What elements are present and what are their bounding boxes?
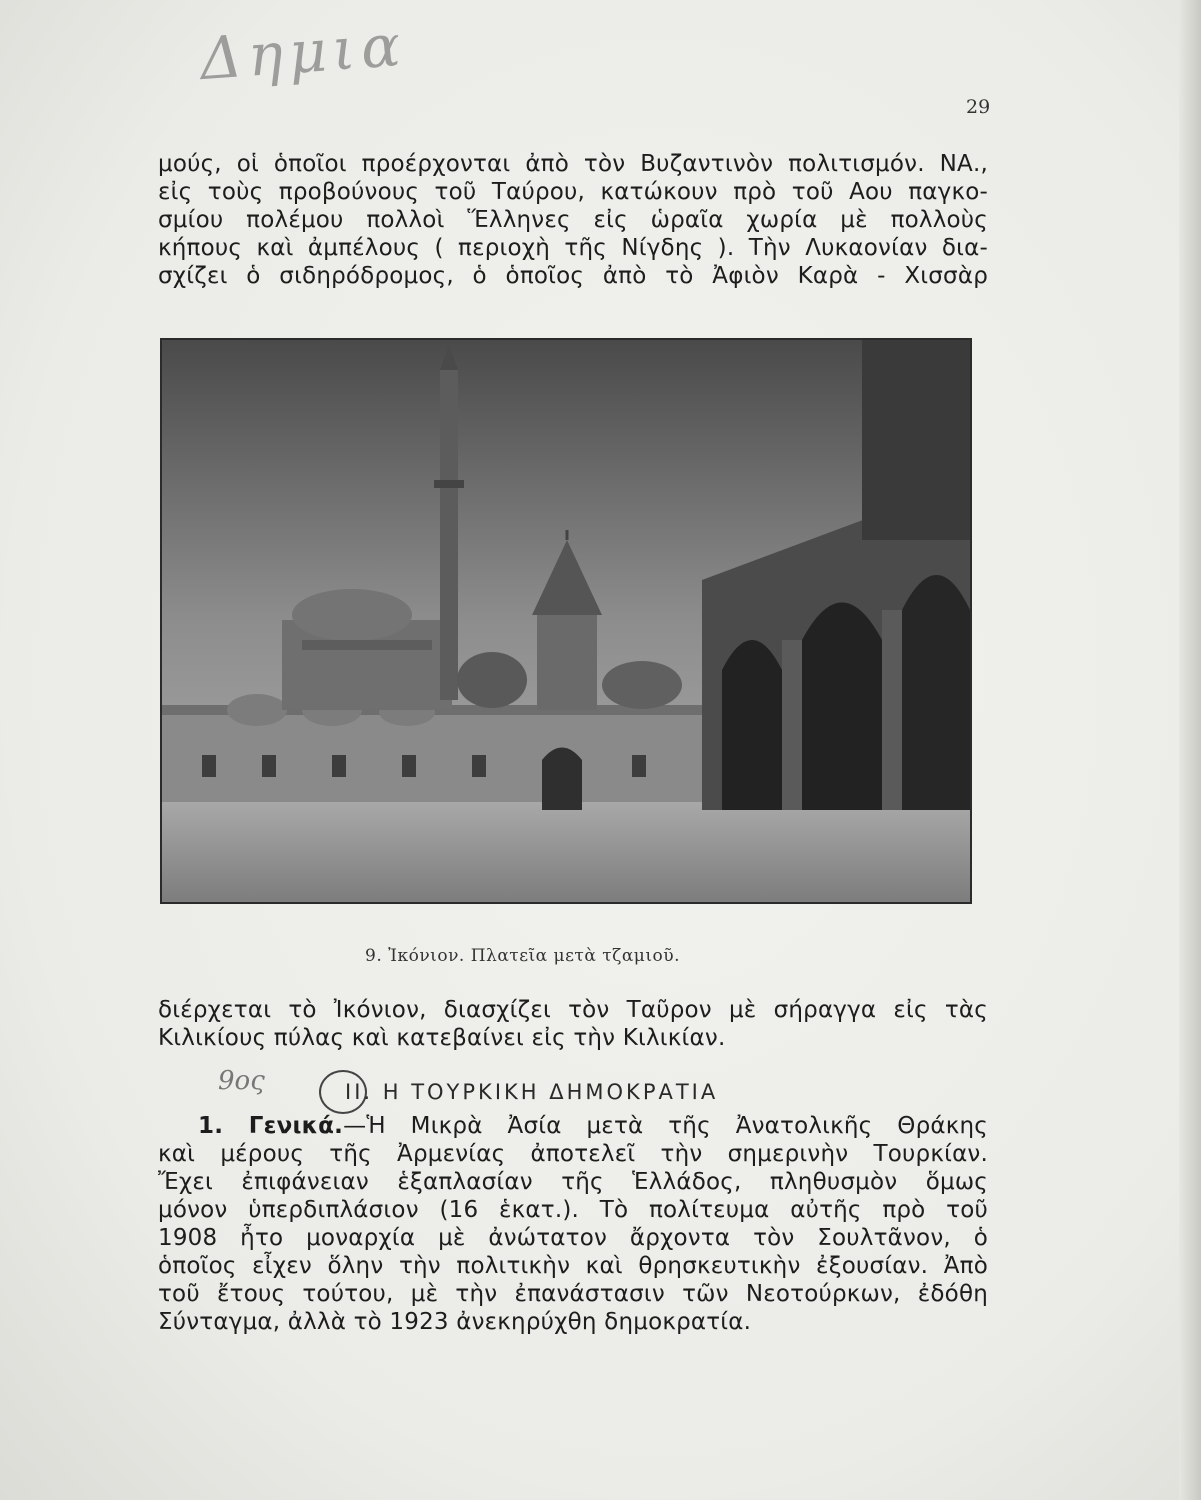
subsection-lead: 1. Γενικά. (198, 1113, 344, 1139)
text-fragment: —Ἡ Μικρὰ Ἀσία μετὰ τῆς Ἀνατολικῆς Θράκης (343, 1113, 988, 1139)
mosque-photograph (162, 340, 970, 902)
text-line: σμίου πολέμου πολλοὶ Ἕλληνες εἰς ὡραῖα χωρία μὲ πολλοὺς (158, 207, 988, 233)
page-number: 29 (966, 96, 991, 118)
text-line: διέρχεται τὸ Ἰκόνιον, διασχίζει τὸν Ταῦρον μὲ σήραγγα εἰς τὰς (158, 997, 988, 1023)
text-line: καὶ μέρους τῆς Ἀρμενίας ἀποτελεῖ τὴν σημερινὴν Τουρκίαν. (158, 1141, 988, 1167)
text-line: ὁποῖος εἶχεν ὅλην τὴν πολιτικὴν καὶ θρησκευτικὴν ἐξουσίαν. Ἀπὸ (158, 1253, 988, 1279)
text-line: κήπους καὶ ἀμπέλους ( περιοχὴ τῆς Νίγδης ). Τὴν Λυκαονίαν δια- (158, 235, 988, 261)
text-line: εἰς τοὺς προβούνους τοῦ Ταύρου, κατώκουν πρὸ τοῦ Αου παγκο- (158, 179, 988, 205)
continuation-paragraph (158, 996, 988, 1052)
intro-paragraph (158, 150, 988, 290)
text-line: μούς, οἱ ὁποῖοι προέρχονται ἀπὸ τὸν Βυζαντινὸν πολιτισμόν. ΝΑ., (158, 151, 988, 177)
margin-note: 9ος (218, 1066, 265, 1096)
text-line: Ἔχει ἐπιφάνειαν ἑξαπλασίαν τῆς Ἑλλάδος, πληθυσμὸν ὅμως (158, 1169, 988, 1195)
text-line: Σύνταγμα, ἀλλὰ τὸ 1923 ἀνεκηρύχθη δημοκρατία. (158, 1309, 752, 1335)
text-line: Κιλικίους πύλας καὶ κατεβαίνει εἰς τὴν Κιλικίαν. (158, 1025, 726, 1051)
general-paragraph (158, 1112, 988, 1336)
text-line: τοῦ ἔτους τούτου, μὲ τὴν ἐπανάστασιν τῶν Νεοτούρκων, ἐδόθη (158, 1281, 988, 1307)
page-edge (1179, 0, 1201, 1500)
text-line: μόνον ὑπερδιπλάσιον (16 ἑκατ.). Τὸ πολίτευμα αὐτῆς πρὸ τοῦ (158, 1197, 988, 1223)
section-heading: II. Η ΤΟΥΡΚΙΚΗ ΔΗΜΟΚΡΑΤΙΑ (345, 1080, 719, 1104)
figure-caption: 9. Ἰκόνιον. Πλατεῖα μετὰ τζαμιοῦ. (365, 946, 680, 966)
text-line (158, 1112, 988, 1140)
handwritten-note: Δημια (197, 10, 409, 94)
text-line: σχίζει ὁ σιδηρόδρομος, ὁ ὁποῖος ἀπὸ τὸ Ἀφιὸν Καρὰ - Χισσὰρ (158, 263, 988, 289)
text-line: 1908 ἦτο μοναρχία μὲ ἀνώτατον ἄρχοντα τὸν Σουλτᾶνον, ὁ (158, 1225, 988, 1251)
